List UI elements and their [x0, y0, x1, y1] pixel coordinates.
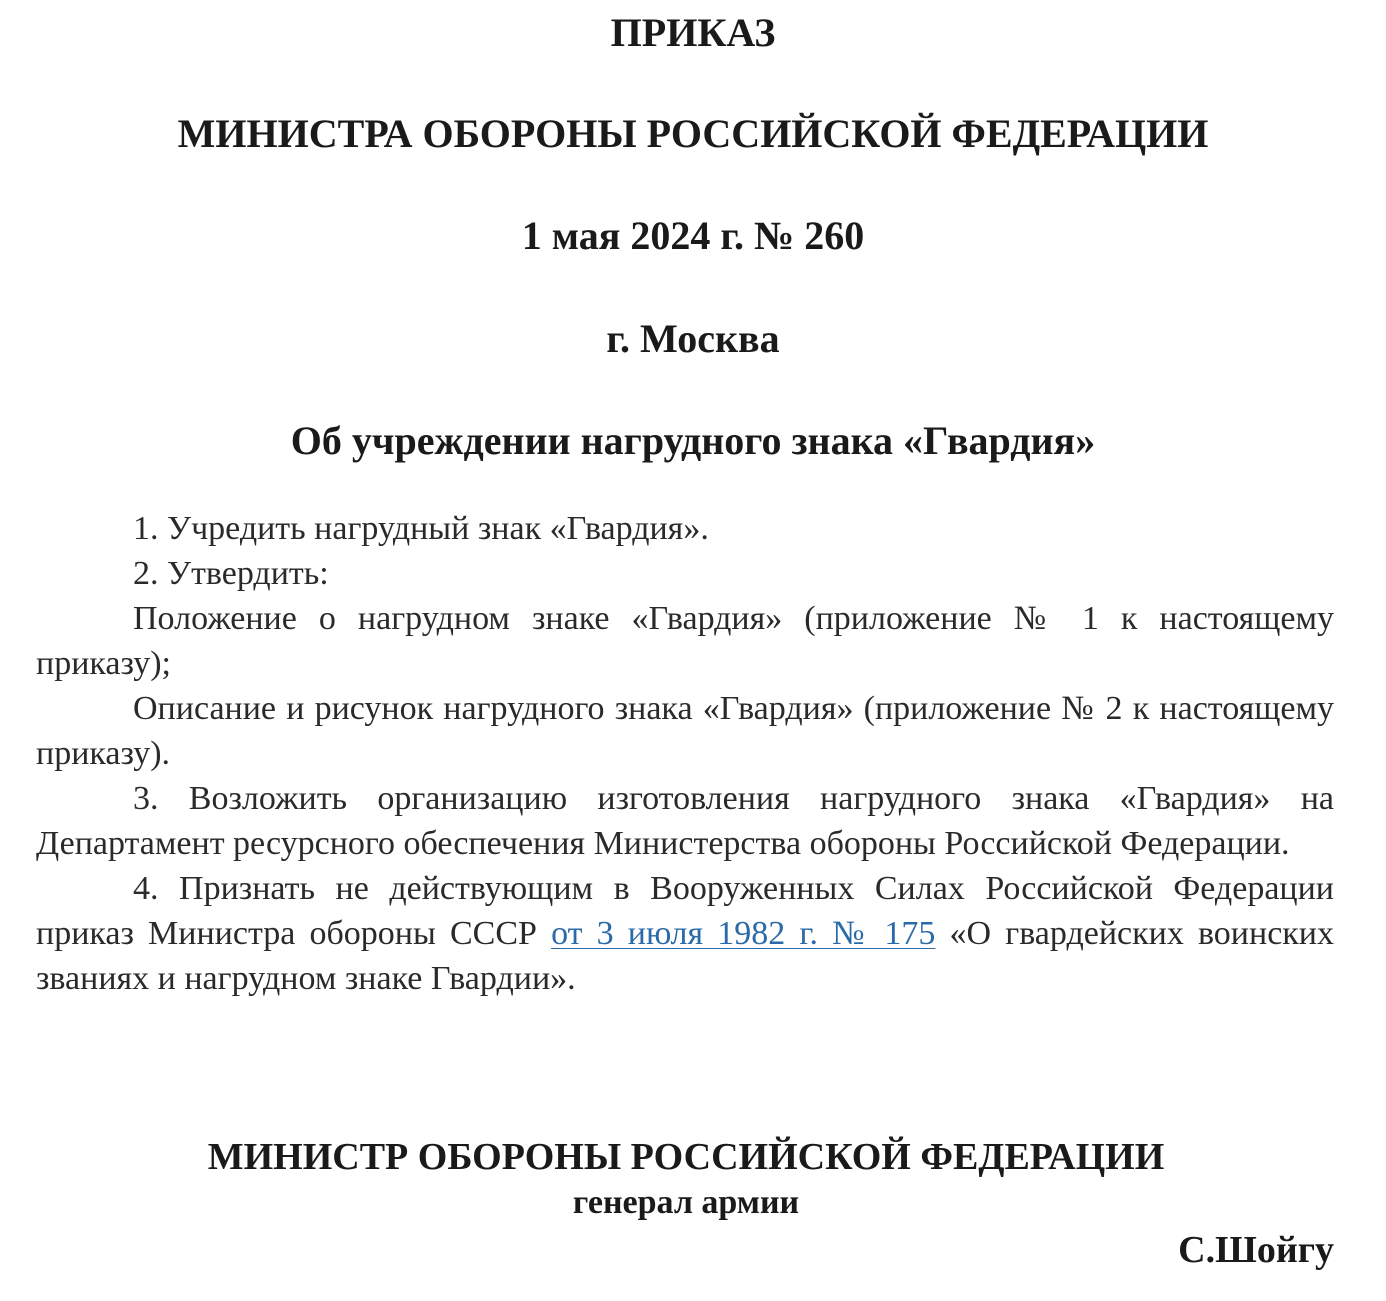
issuer-heading: МИНИСТРА ОБОРОНЫ РОССИЙСКОЙ ФЕДЕРАЦИИ [177, 111, 1209, 156]
clause-2-item-2: Описание и рисунок нагрудного знака «Гвардия» (приложение № 2 к настоящему приказу). [36, 690, 1334, 772]
clause-4-text-end: «О гвардейских воинских званиях и нагрудном знаке Гвардии». [36, 915, 1334, 997]
clause-4-text-start: 4. Признать не действующим в Вооруженных Силах Российской Федерации приказ Министра обороны СССР [36, 870, 1334, 952]
clause-4 [36, 866, 1334, 1001]
date-number-heading: 1 мая 2024 г. № 260 [521, 213, 865, 258]
order-175-link[interactable]: от 3 июля 1982 г. № 175 [551, 915, 936, 952]
document-type-heading: ПРИКАЗ [610, 10, 776, 55]
city-heading: г. Москва [606, 316, 780, 361]
order-body [36, 506, 1334, 1001]
clause-2-item-1: Положение о нагрудном знаке «Гвардия» (приложение № 1 к настоящему приказу); [36, 600, 1334, 682]
subject-heading: Об учреждении нагрудного знака «Гвардия» [290, 418, 1096, 463]
signatory-title: МИНИСТР ОБОРОНЫ РОССИЙСКОЙ ФЕДЕРАЦИИ [207, 1136, 1165, 1178]
signatory-name: С.Шойгу [1178, 1229, 1334, 1271]
signatory-rank: генерал армии [572, 1184, 800, 1221]
clause-3: 3. Возложить организацию изготовления нагрудного знака «Гвардия» на Департамент ресурсного обеспечения Министерства обороны Российской Федерации. [36, 780, 1334, 862]
clause-2: 2. Утвердить: [133, 555, 329, 592]
clause-1: 1. Учредить нагрудный знак «Гвардия». [133, 510, 709, 547]
